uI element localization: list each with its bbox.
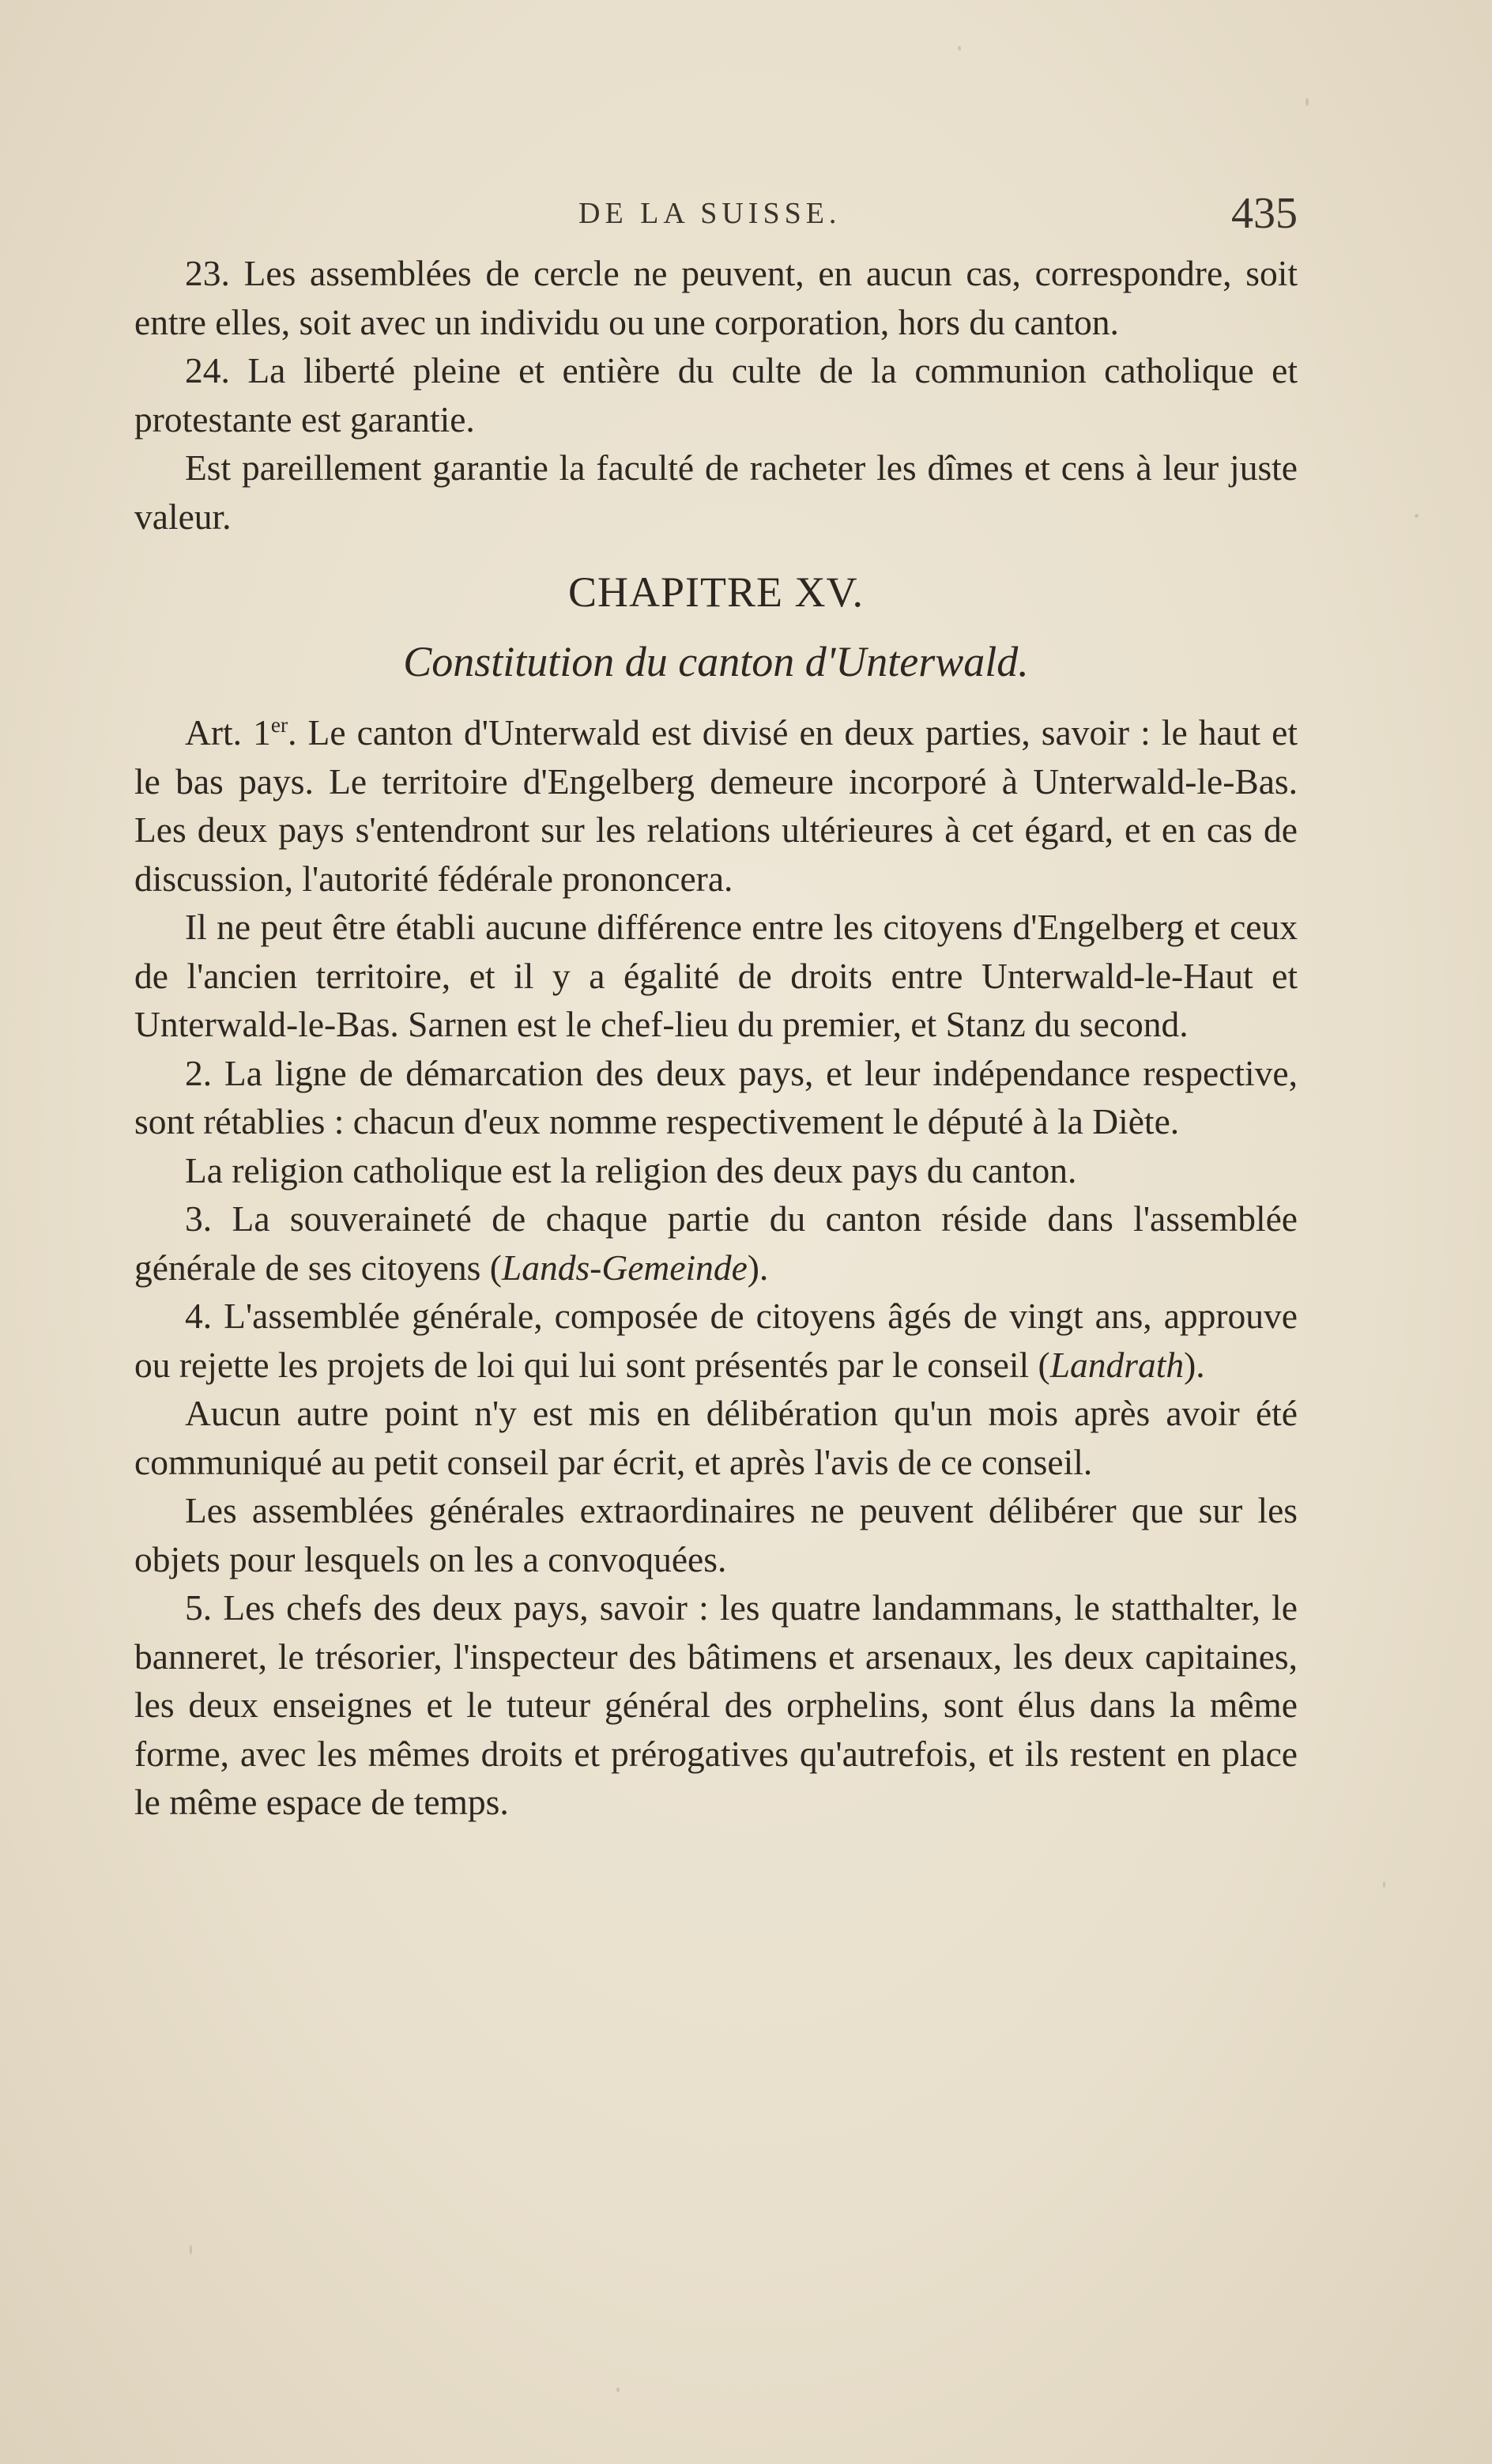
chapter-subtitle: Constitution du canton d'Unterwald. — [403, 638, 1029, 685]
page-number: 435 — [1231, 189, 1298, 238]
paragraph-article-4-continued: Aucun autre point n'y est mis en délibération qu'un mois après avoir été communiqué au petit conseil par écrit, et après l'avis de ce conseil. — [134, 1393, 1298, 1482]
paper-spot — [1306, 98, 1309, 106]
paper-spot — [1383, 1881, 1385, 1888]
paragraph-article-5: 5. Les chefs des deux pays, savoir : les quatre landammans, le statthalter, le banneret, le trésorier, l'inspecteur des bâtimens et arsenaux, les deux capitaines, les deux enseignes et le tuteur général des orphelins, sont élus dans la même forme, avec les mêmes droits et prérogatives qu'autrefois, et ils restent en place le même espace de temps. — [134, 1587, 1298, 1822]
paragraph-article-4 — [134, 1292, 1298, 1389]
article-1-text: . Le canton d'Unterwald est divisé en deux parties, savoir : le haut et le bas pays. Le territoire d'Engelberg demeure incorporé à Unterwald-le-Bas. Les deux pays s'entendront sur les relations ultérieures à cet égard, et en cas de discussion, l'autorité fédérale prononcera. — [134, 712, 1298, 899]
article-4-text: 4. L'assemblée générale, composée de citoyens âgés de vingt ans, approuve ou rejette les projets de loi qui lui sont présentés par le conseil ( — [134, 1296, 1298, 1385]
paragraph-article-2: 2. La ligne de démarcation des deux pays, et leur indépendance respective, sont rétablies : chacun d'eux nomme respectivement le député à la Diète. — [134, 1052, 1298, 1141]
chapter-title: CHAPITRE XV. — [567, 568, 865, 616]
article-4-end: ). — [1184, 1344, 1205, 1385]
article-1-superscript: er — [270, 712, 288, 737]
paragraph-article-23: 23. Les assemblées de cercle ne peuvent, en aucun cas, correspondre, soit entre elles, soit avec un individu ou une corporation, hors du canton. — [134, 253, 1298, 342]
paper-spot — [958, 46, 961, 51]
article-4-italic-term: Landrath — [1049, 1344, 1185, 1385]
paragraph-article-4-extraordinary: Les assemblées générales extraordinaires ne peuvent délibérer que sur les objets pour lesquels on les a convoquées. — [134, 1490, 1298, 1579]
paragraph-article-1-continued: Il ne peut être établi aucune différence entre les citoyens d'Engelberg et ceux de l'ancien territoire, et il y a égalité de droits entre Unterwald-le-Haut et Unterwald-le-Bas. Sarnen est le chef-lieu du premier, et Stanz du second. — [134, 907, 1298, 1044]
paragraph-article-2-continued: La religion catholique est la religion des deux pays du canton. — [185, 1149, 1077, 1190]
page-header — [136, 188, 1298, 243]
article-1-prefix: Art. 1 — [185, 712, 271, 753]
paper-spot — [1415, 514, 1419, 518]
article-3-text: 3. La souveraineté de chaque partie du canton réside dans l'assemblée générale de ses citoyens ( — [134, 1198, 1298, 1288]
paragraph-article-24-continued: Est pareillement garantie la faculté de racheter les dîmes et cens à leur juste valeur. — [134, 447, 1298, 537]
paper-spot — [190, 2245, 192, 2255]
article-3-end: ). — [747, 1247, 769, 1288]
paper-spot — [616, 2387, 620, 2392]
paragraph-article-3 — [134, 1194, 1298, 1292]
paragraph-article-1 — [134, 708, 1298, 903]
article-3-italic-term: Lands-Gemeinde — [501, 1247, 748, 1288]
paragraph-article-24: 24. La liberté pleine et entière du culte de la communion catholique et protestante est garantie. — [134, 350, 1298, 440]
running-head: DE LA SUISSE. — [578, 197, 842, 230]
body-text — [134, 249, 1298, 1827]
